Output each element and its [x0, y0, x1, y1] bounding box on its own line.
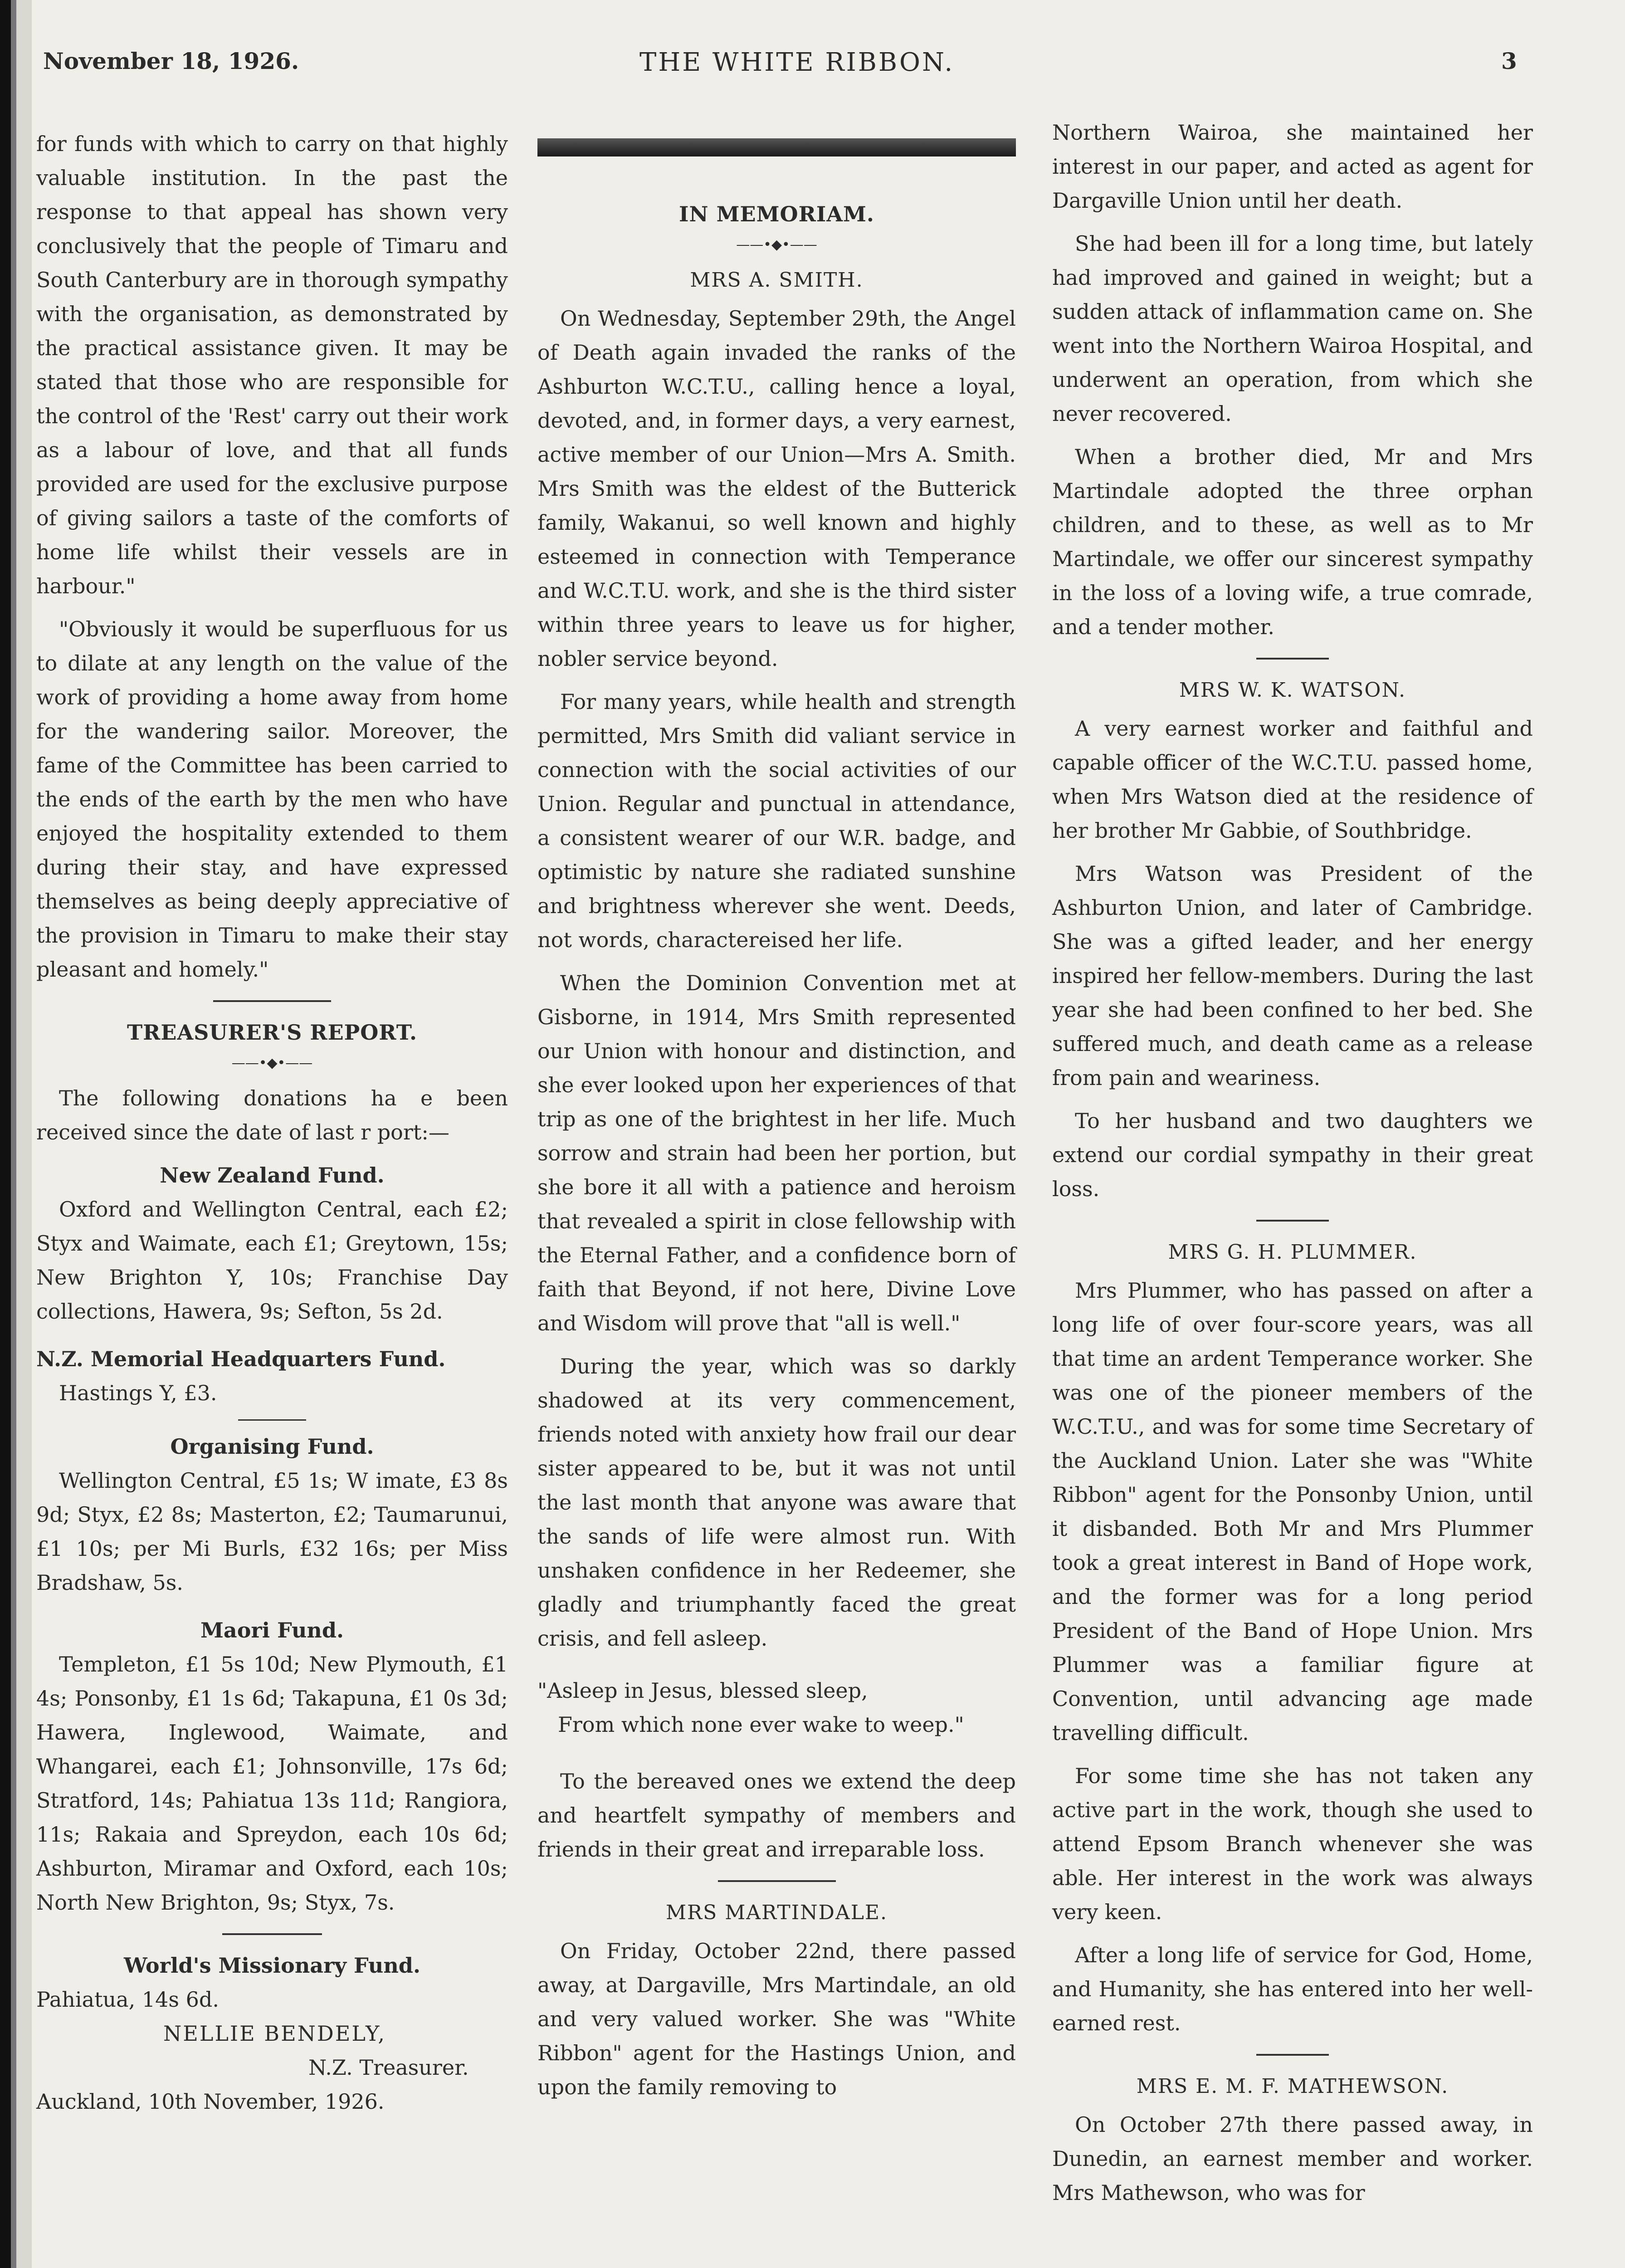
paragraph: for funds with which to carry on that highly valuable institution. In the past the response to that appeal has shown very conclusively that the people of Timaru and South Canterbury are in thorough sympathy with the organisation, as demonstrated by the practical assistance given. It may be stated that those who are responsible for the control of the 'Rest' carry out their work as a labour of love, and that all funds provided are used for the exclusive purpose of giving sailors a taste of the comforts of home life whilst their vessels are in harbour."	[36, 132, 508, 598]
divider	[1256, 658, 1329, 660]
fund-details: Templeton, £1 5s 10d; New Plymouth, £1 4s; Ponsonby, £1 1s 6d; Takapuna, £1 0s 3d; Hawera, Inglewood, Waimate, and Whangarei, each £1; Johnsonville, 17s 6d; Stratford, 14s; Pahiatua 13s 11d; Rangiora, 11s; Rakaia and Spreydon, each 10s 6d; Ashburton, Miramar and Oxford, each 10s; North New Brighton, 9s; Styx, 7s.	[36, 1652, 508, 1915]
paragraph: "Obviously it would be superfluous for us to dilate at any length on the value of the work of providing a home away from home for the wandering sailor. Moreover, the fame of the Committee has been carried to the ends of the earth by the men who have enjoyed the hospitality extended to them during their stay, and have expressed themselves as being deeply appreciative of the provision in Timaru to make their stay pleasant and homely."	[36, 617, 508, 982]
paragraph: The following donations ha e been received since the date of last r port:—	[36, 1086, 508, 1144]
obituary-title: MRS W. K. WATSON.	[1179, 679, 1406, 702]
obituary-title: MRS MARTINDALE.	[665, 1901, 888, 1924]
verse-quote	[537, 1674, 1016, 1742]
divider	[222, 1933, 322, 1935]
verse-line: From which none ever wake to weep."	[558, 1712, 964, 1737]
paragraph: Mrs Watson was President of the Ashburton Union, and later of Cambridge. She was a gifted leader, and her energy inspired her fellow-members. During the last year she had been confined to her bed. She suffered much, and death came as a release from pain and weariness.	[1052, 861, 1533, 1090]
paragraph: For some time she has not taken any active part in the work, though she used to attend Epsom Branch whenever she was able. Her interest in the work was always very keen.	[1052, 1764, 1533, 1924]
column-left	[36, 127, 508, 2119]
page-binding-edge	[0, 0, 32, 2268]
paragraph: On October 27th there passed away, in Dunedin, an earnest member and worker. Mrs Mathewson, who was for	[1052, 2112, 1533, 2205]
treasurer-role: N.Z. Treasurer.	[308, 2055, 469, 2080]
paragraph: After a long life of service for God, Home, and Humanity, she has entered into her well-earned rest.	[1052, 1943, 1533, 2035]
paragraph: To her husband and two daughters we extend our cordial sympathy in their great loss.	[1052, 1109, 1533, 1201]
fund-details: Hastings Y, £3.	[59, 1381, 217, 1405]
signature-block	[36, 1983, 508, 2119]
heavy-rule	[537, 138, 1016, 156]
fund-title: Maori Fund.	[200, 1618, 344, 1642]
paragraph: She had been ill for a long time, but lately had improved and gained in weight; but a sudden attack of inflammation came on. She went into the Northern Wairoa Hospital, and underwent an operation, from which she never recovered.	[1052, 231, 1533, 426]
column-right	[1052, 116, 1533, 2219]
paragraph: To the bereaved ones we extend the deep and heartfelt sympathy of members and friends in their great and irreparable loss.	[537, 1769, 1016, 1862]
divider	[238, 1419, 306, 1421]
fund-title: New Zealand Fund.	[160, 1163, 385, 1188]
obituary-title: MRS A. SMITH.	[690, 269, 864, 292]
paragraph: For many years, while health and strength permitted, Mrs Smith did valiant service in connection with the social activities of our Union. Regular and punctual in attendance, a consistent wearer of our W.R. badge, and optimistic by nature she radiated sunshine and brightness wherever she went. Deeds, not words, charactereised her life.	[537, 689, 1016, 952]
paragraph: On Wednesday, September 29th, the Angel of Death again invaded the ranks of the Ashburton W.C.T.U., calling hence a loyal, devoted, and, in former days, a very earnest, active member of our Union—Mrs A. Smith. Mrs Smith was the eldest of the Butterick family, Wakanui, so well known and highly esteemed in connection with Temperance and W.C.T.U. work, and she is the third sister within three years to leave us for higher, nobler service beyond.	[537, 306, 1016, 671]
divider	[1256, 2054, 1329, 2056]
treasurer-name: NELLIE BENDELY,	[163, 2021, 386, 2046]
in-memoriam-heading: IN MEMORIAM.	[679, 202, 874, 226]
paragraph: When the Dominion Convention met at Gisborne, in 1914, Mrs Smith represented our Union with honour and distinction, and she ever looked upon her experiences of that trip as one of the brightest in her life. Much sorrow and strain had been her portion, but she bore it all with a patience and heroism that revealed a spirit in close fellowship with the Eternal Father, and a confidence born of faith that Beyond, if not here, Divine Love and Wisdom will prove that "all is well."	[537, 971, 1016, 1335]
paragraph: On Friday, October 22nd, there passed away, at Dargaville, Mrs Martindale, an old and very valued worker. She was "White Ribbon" agent for the Hastings Union, and upon the family removing to	[537, 1939, 1016, 2099]
paragraph: Northern Wairoa, she maintained her interest in our paper, and acted as agent for Dargaville Union until her death.	[1052, 120, 1533, 213]
fund-details: Pahiatua, 14s 6d.	[36, 1987, 219, 2012]
verse-line: "Asleep in Jesus, blessed sleep,	[537, 1678, 868, 1703]
divider	[213, 1000, 331, 1002]
fund-title: Organising Fund.	[170, 1434, 374, 1459]
paragraph: During the year, which was so darkly shadowed at its very commencement, friends noted with anxiety how frail our dear sister appeared to be, but it was not until the last month that anyone was aware that the sands of life were almost run. With unshaken confidence in her Redeemer, she gladly and triumphantly faced the great crisis, and fell asleep.	[537, 1354, 1016, 1651]
ornament-divider: ——•◆•——	[736, 237, 817, 253]
newspaper-title: THE WHITE RIBBON.	[639, 48, 955, 77]
paragraph: A very earnest worker and faithful and capable officer of the W.C.T.U. passed home, when Mrs Watson died at the residence of her brother Mr Gabbie, of Southbridge.	[1052, 716, 1533, 843]
obituary-title: MRS G. H. PLUMMER.	[1168, 1241, 1417, 1264]
issue-date: November 18, 1926.	[43, 48, 299, 74]
paragraph: When a brother died, Mr and Mrs Martindale adopted the three orphan children, and to these, as well as to Mr Martindale, we offer our sincerest sympathy in the loss of a loving wife, a true comrade, and a tender mother.	[1052, 445, 1533, 639]
obituary-title: MRS E. M. F. MATHEWSON.	[1136, 2075, 1449, 2098]
divider	[718, 1880, 836, 1882]
page-number: 3	[1501, 48, 1517, 74]
paragraph: Mrs Plummer, who has passed on after a long life of over four-score years, was all that time an ardent Temperance worker. She was one of the pioneer members of the W.C.T.U., and was for some time Secretary of the Auckland Union. Later she was "White Ribbon" agent for the Ponsonby Union, until it disbanded. Both Mr and Mrs Plummer took a great interest in Band of Hope work, and the former was for a long period President of the Band of Hope Union. Mrs Plummer was a familiar figure at Convention, until advancing age made travelling difficult.	[1052, 1278, 1533, 1745]
divider	[1256, 1220, 1329, 1222]
fund-details: Wellington Central, £5 1s; W imate, £3 8s 9d; Styx, £2 8s; Masterton, £2; Taumarunui, £1 10s; per Mi Burls, £32 16s; per Miss Bradshaw, 5s.	[36, 1468, 508, 1595]
treasurer-report-heading: TREASURER'S REPORT.	[127, 1020, 418, 1045]
fund-details: Oxford and Wellington Central, each £2; Styx and Waimate, each £1; Greytown, 15s; New Brighton Y, 10s; Franchise Day collections, Hawera, 9s; Sefton, 5s 2d.	[36, 1197, 508, 1324]
ornament-divider: ——•◆•——	[231, 1055, 313, 1071]
fund-title: World's Missionary Fund.	[124, 1953, 420, 1978]
column-middle	[537, 136, 1016, 2113]
fund-title: N.Z. Memorial Headquarters Fund.	[36, 1347, 446, 1371]
signature-place-date: Auckland, 10th November, 1926.	[36, 2089, 385, 2114]
